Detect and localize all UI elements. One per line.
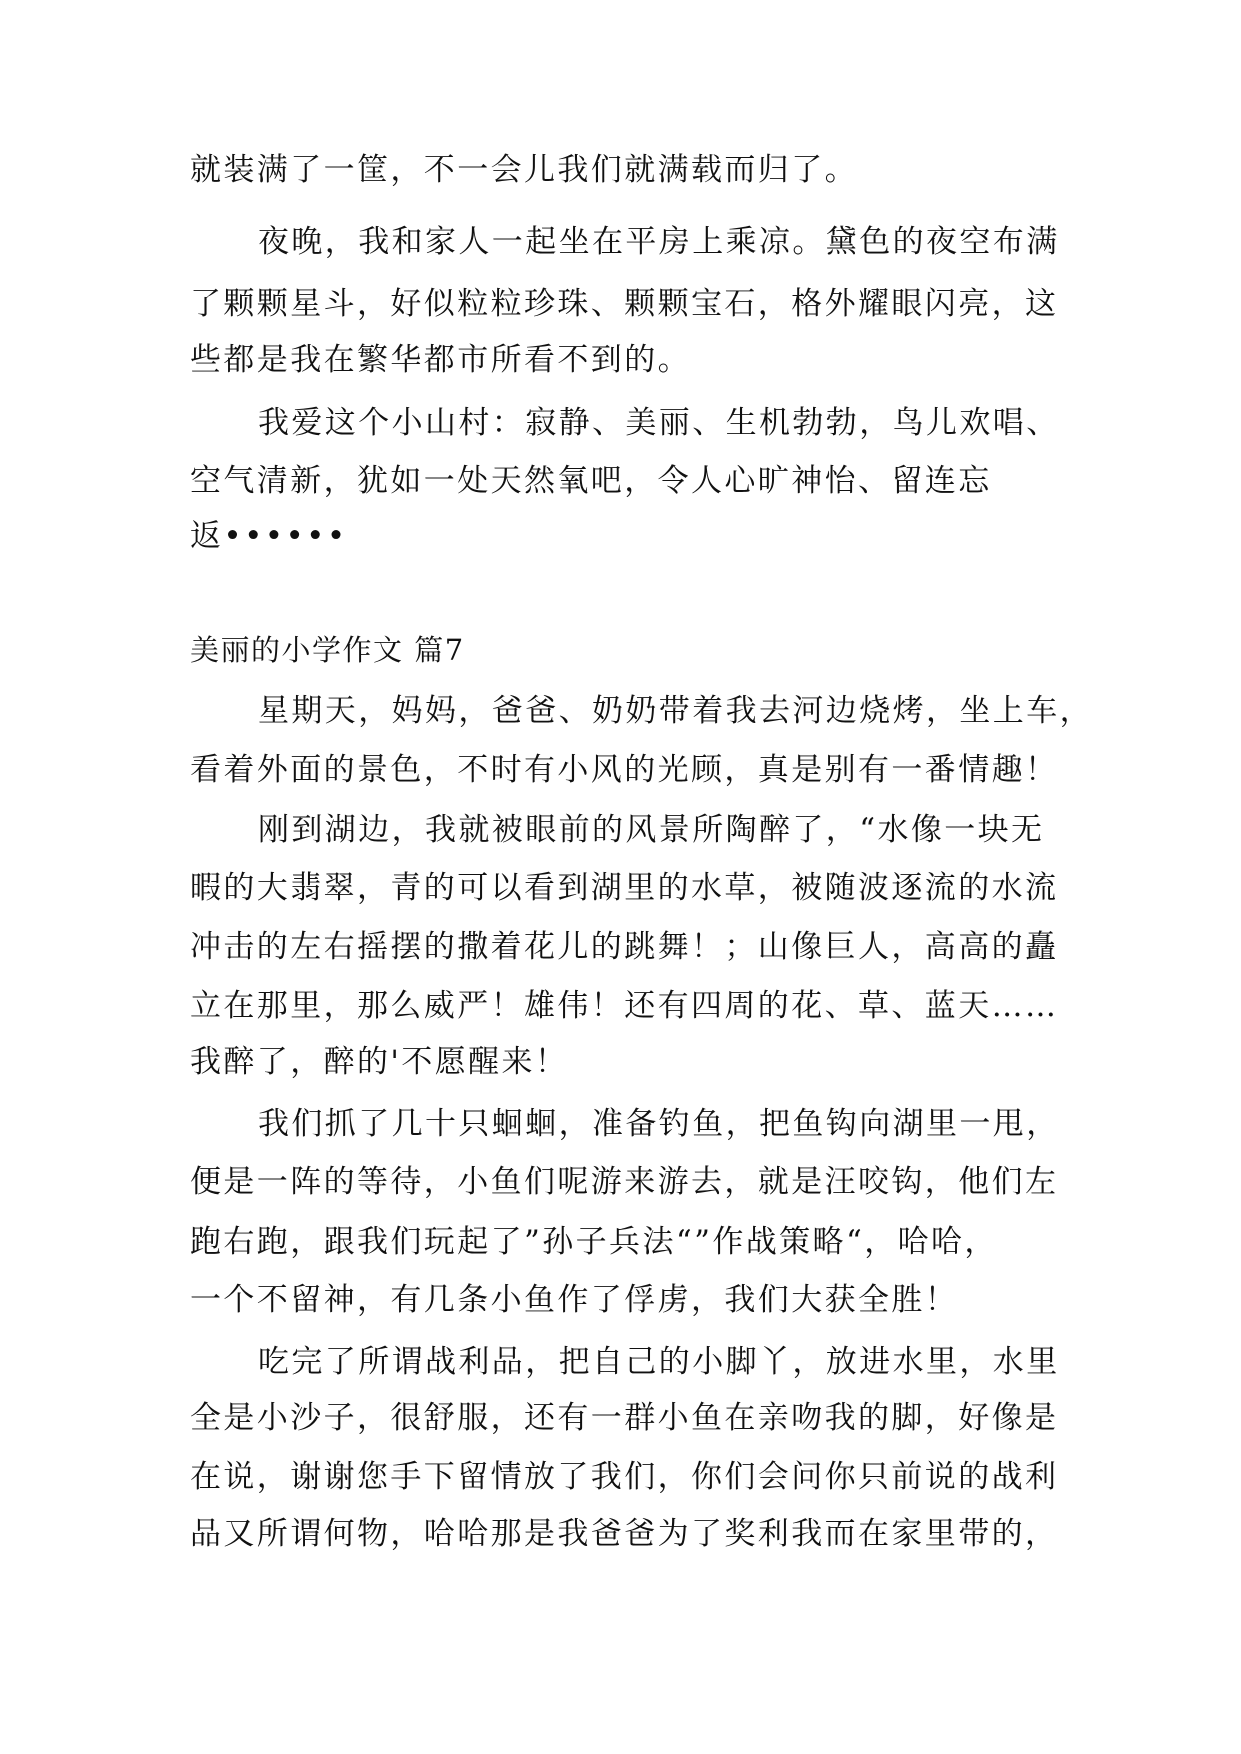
paragraph-start-line: 星期天，妈妈，爸爸、奶奶带着我去河边烧烤，坐上车，	[258, 693, 1093, 729]
text-line: 便是一阵的等待，小鱼们呢游来游去，就是汪咬钩，他们左	[190, 1164, 1059, 1200]
paragraph-start-line: 吃完了所谓战利品，把自己的小脚丫，放进水里，水里	[258, 1344, 1060, 1380]
text-line: 就装满了一筐，不一会儿我们就满载而归了。	[190, 152, 858, 188]
text-line: 在说，谢谢您手下留情放了我们，你们会问你只前说的战利	[190, 1459, 1059, 1495]
text-line: 我醉了，醉的'不愿醒来！	[190, 1044, 569, 1080]
paragraph-start-line: 夜晚，我和家人一起坐在平房上乘凉。黛色的夜空布满	[258, 224, 1060, 260]
text-line: 品又所谓何物，哈哈那是我爸爸为了奖利我而在家里带的，	[190, 1516, 1059, 1552]
text-line: 了颗颗星斗，好似粒粒珍珠、颗颗宝石，格外耀眼闪亮，这	[190, 286, 1059, 322]
text-line: 全是小沙子，很舒服，还有一群小鱼在亲吻我的脚，好像是	[190, 1400, 1059, 1436]
paragraph-start-line: 我爱这个小山村：寂静、美丽、生机勃勃，鸟儿欢唱、	[258, 405, 1060, 441]
paragraph-start-line: 刚到湖边，我就被眼前的风景所陶醉了，“水像一块无	[258, 812, 1045, 848]
text-line: 冲击的左右摇摆的撒着花儿的跳舞！；山像巨人，高高的矗	[190, 929, 1059, 965]
text-line: 立在那里，那么威严！雄伟！还有四周的花、草、蓝天……	[190, 988, 1059, 1024]
text-line: 暇的大翡翠，青的可以看到湖里的水草，被随波逐流的水流	[190, 870, 1059, 906]
paragraph-start-line: 我们抓了几十只蛔蛔，准备钓鱼，把鱼钩向湖里一甩，	[258, 1106, 1060, 1142]
text-line: 一个不留神，有几条小鱼作了俘虏，我们大获全胜！	[190, 1282, 959, 1318]
text-line: 跑右跑，跟我们玩起了”孙子兵法“”作战策略“，哈哈，	[190, 1224, 998, 1260]
section-heading: 美丽的小学作文 篇7	[190, 633, 465, 667]
text-line: 空气清新，犹如一处天然氧吧，令人心旷神怡、留连忘	[190, 463, 992, 499]
text-line: 些都是我在繁华都市所看不到的。	[190, 342, 691, 378]
text-line: 看着外面的景色，不时有小风的光顾，真是别有一番情趣！	[190, 752, 1059, 788]
text-line: 返••••••	[190, 518, 348, 554]
